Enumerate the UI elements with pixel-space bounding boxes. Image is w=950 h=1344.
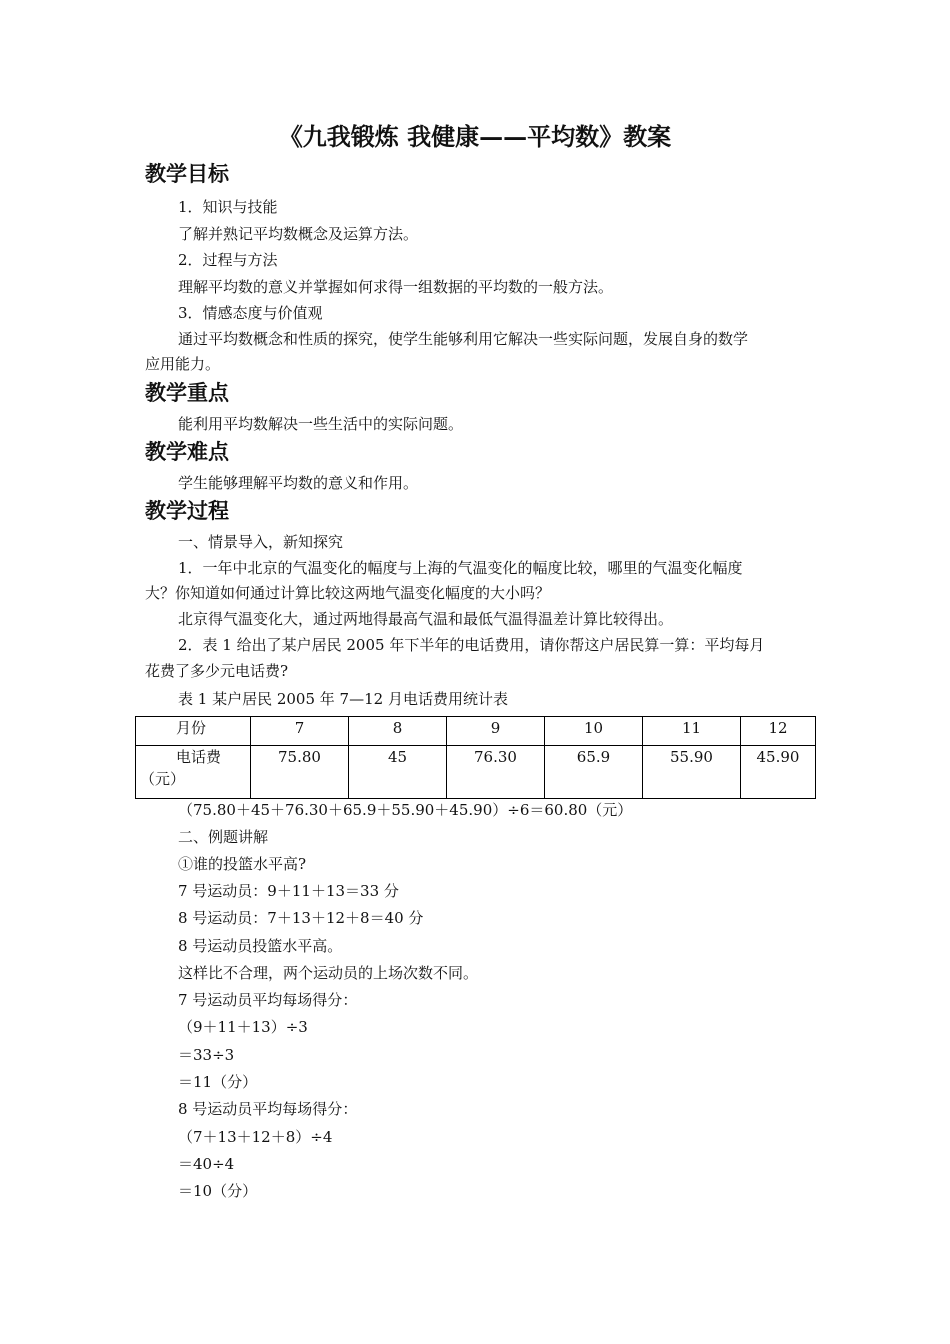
fee-cell: 75.80 xyxy=(251,746,349,799)
month-cell: 7 xyxy=(251,717,349,746)
month-cell: 8 xyxy=(349,717,447,746)
example-question: ①谁的投篮水平高? xyxy=(178,855,307,873)
objective-3-title: 3．情感态度与价值观 xyxy=(178,304,323,322)
fee-label-line1: 电话费 xyxy=(176,748,222,766)
section-2-heading: 二、例题讲解 xyxy=(178,828,269,846)
example-line: 8 号运动员投篮水平高。 xyxy=(178,937,343,955)
example-line: ＝33÷3 xyxy=(178,1046,235,1064)
answer-1: 北京得气温变化大，通过两地得最高气温和最低气温得温差计算比较得出。 xyxy=(178,610,674,628)
objective-3-text-line1: 通过平均数概念和性质的探究，使学生能够利用它解决一些实际问题，发展自身的数学 xyxy=(178,330,749,348)
table-header-row xyxy=(136,717,816,746)
objective-2-text: 理解平均数的意义并掌握如何求得一组数据的平均数的一般方法。 xyxy=(178,278,614,296)
average-calculation: （75.80＋45＋76.30＋65.9＋55.90＋45.90）÷6＝60.80（元） xyxy=(178,801,633,819)
month-header-cell: 月份 xyxy=(136,717,251,746)
fee-cell: 76.30 xyxy=(447,746,545,799)
question-1-line1: 1．一年中北京的气温变化的幅度与上海的气温变化的幅度比较，哪里的气温变化幅度 xyxy=(178,559,743,577)
month-cell: 9 xyxy=(447,717,545,746)
question-1-line2: 大？你知道如何通过计算比较这两地气温变化幅度的大小吗？ xyxy=(145,584,551,602)
fee-cell: 65.9 xyxy=(545,746,643,799)
objectives-heading: 教学目标 xyxy=(145,161,229,186)
example-line: （7＋13＋12＋8）÷4 xyxy=(178,1128,333,1146)
section-1-heading: 一、情景导入，新知探究 xyxy=(178,533,344,551)
difficulty-heading: 教学难点 xyxy=(145,439,229,464)
fee-label-cell xyxy=(136,746,251,799)
table-row xyxy=(136,746,816,799)
objective-1-text: 了解并熟记平均数概念及运算方法。 xyxy=(178,225,419,243)
fee-cell: 45 xyxy=(349,746,447,799)
objective-3-text-line2: 应用能力。 xyxy=(145,355,221,373)
example-line: 这样比不合理，两个运动员的上场次数不同。 xyxy=(178,964,479,982)
example-line: （9＋11＋13）÷3 xyxy=(178,1018,308,1036)
key-point-text: 能利用平均数解决一些生活中的实际问题。 xyxy=(178,415,464,433)
month-cell: 11 xyxy=(643,717,741,746)
example-line: 7 号运动员：9＋11＋13＝33 分 xyxy=(178,882,399,900)
example-line: ＝10（分） xyxy=(178,1182,258,1200)
objective-1-title: 1．知识与技能 xyxy=(178,198,278,216)
question-2-line1: 2．表 1 给出了某户居民 2005 年下半年的电话费用，请你帮这户居民算一算：平均每月 xyxy=(178,636,765,654)
table-caption: 表 1 某户居民 2005 年 7—12 月电话费用统计表 xyxy=(178,690,508,708)
example-line: 7 号运动员平均每场得分： xyxy=(178,991,358,1009)
difficulty-text: 学生能够理解平均数的意义和作用。 xyxy=(178,474,419,492)
key-point-heading: 教学重点 xyxy=(145,380,229,405)
example-line: ＝11（分） xyxy=(178,1073,258,1091)
example-line: ＝40÷4 xyxy=(178,1155,235,1173)
month-cell: 10 xyxy=(545,717,643,746)
question-2-line2: 花费了多少元电话费? xyxy=(145,662,289,680)
process-heading: 教学过程 xyxy=(145,498,229,523)
phone-fee-table xyxy=(135,716,816,799)
example-line: 8 号运动员平均每场得分： xyxy=(178,1100,358,1118)
objective-2-title: 2．过程与方法 xyxy=(178,251,278,269)
month-cell: 12 xyxy=(741,717,816,746)
fee-cell: 55.90 xyxy=(643,746,741,799)
fee-cell: 45.90 xyxy=(741,746,816,799)
example-line: 8 号运动员：7＋13＋12＋8＝40 分 xyxy=(178,909,424,927)
document-title: 《九我锻炼 我健康——平均数》教案 xyxy=(278,122,672,151)
fee-label-line2: （元） xyxy=(140,770,186,788)
